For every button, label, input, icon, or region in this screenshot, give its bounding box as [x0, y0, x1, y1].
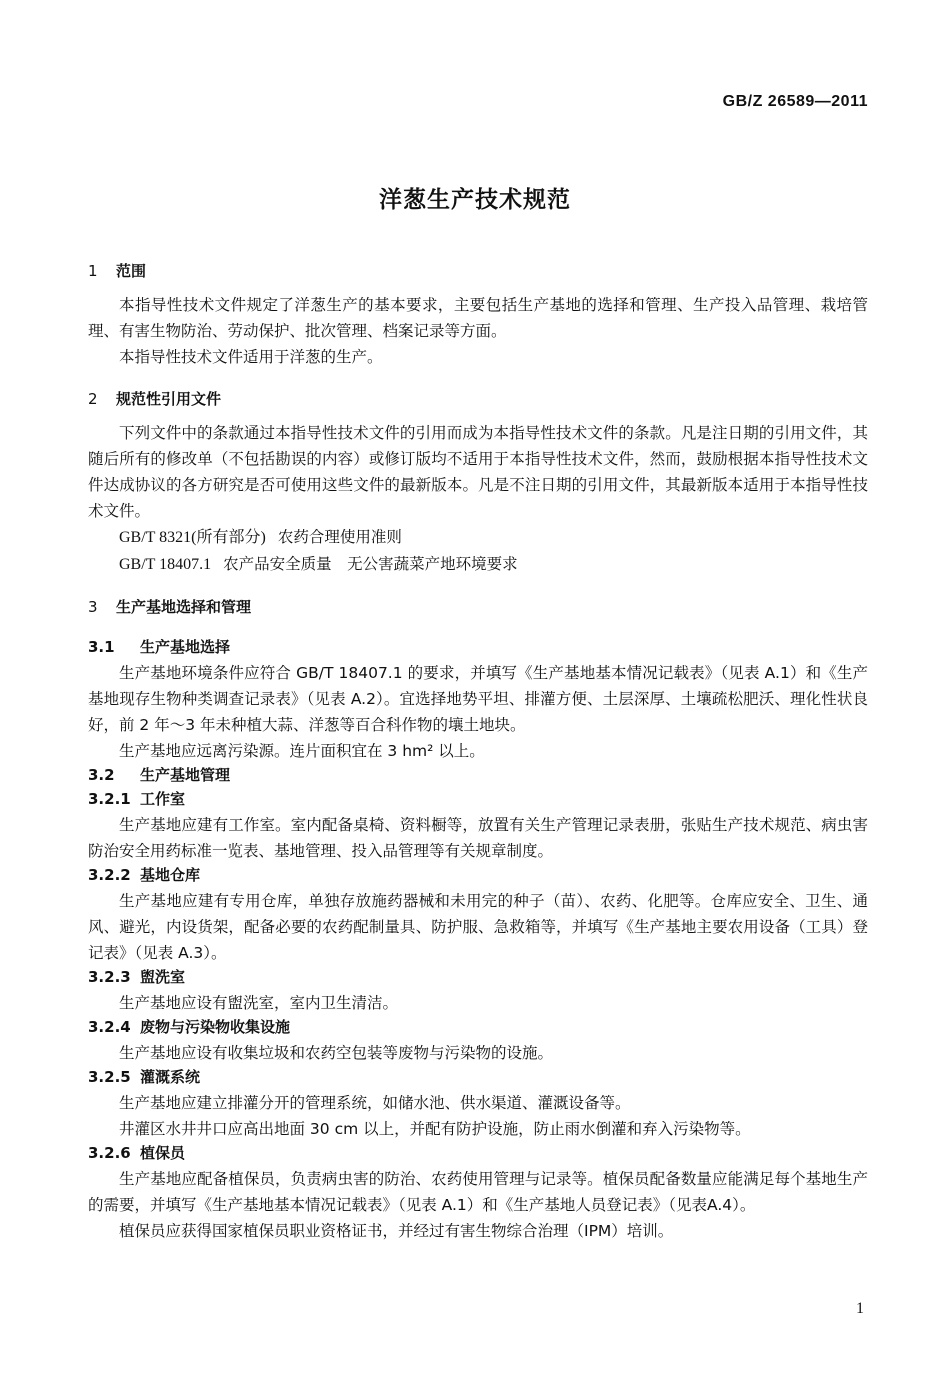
subsection-heading-3-2-2: 3.2.2 基地仓库 [88, 866, 201, 884]
standard-number: GB/Z 26589—2011 [722, 93, 868, 110]
paragraph: 生产基地应建有工作室。室内配备桌椅、资料橱等，放置有关生产管理记录表册，张贴生产技术规范、病虫害防治安全用药标准一览表、基地管理、投入品管理等有关规章制度。 [88, 816, 868, 860]
subsection-heading-3-2-4: 3.2.4 废物与污染物收集设施 [88, 1018, 291, 1036]
page-number: 1 [856, 1300, 864, 1317]
subsection-heading-3-2-6: 3.2.6 植保员 [88, 1144, 186, 1162]
paragraph: 生产基地应设有盥洗室，室内卫生清洁。 [119, 994, 399, 1012]
document-body [88, 260, 868, 1244]
paragraph: 下列文件中的条款通过本指导性技术文件的引用而成为本指导性技术文件的条款。凡是注日期的引用文件，其随后所有的修改单（不包括勘误的内容）或修订版均不适用于本指导性技术文件，然而，鼓励根据本指导性技术文件达成协议的各方研究是否可使用这些文件的最新版本。凡是不注日期的引用文件，其最新版本适用于本指导性技术文件。 [88, 424, 868, 520]
paragraph: 本指导性技术文件规定了洋葱生产的基本要求，主要包括生产基地的选择和管理、生产投入品管理、栽培管理、有害生物防治、劳动保护、批次管理、档案记录等方面。 [88, 296, 868, 340]
paragraph: 生产基地应建立排灌分开的管理系统，如储水池、供水渠道、灌溉设备等。 [119, 1094, 631, 1112]
subsection-heading-3-2: 3.2 生产基地管理 [88, 766, 231, 784]
paragraph: 生产基地应建有专用仓库，单独存放施药器械和未用完的种子（苗）、农药、化肥等。仓库应安全、卫生、通风、避光，内设货架，配备必要的农药配制量具、防护服、急救箱等，并填写《生产基地主要农用设备（工具）登记表》（见表 A.3）。 [88, 892, 868, 962]
paragraph: 本指导性技术文件适用于洋葱的生产。 [119, 348, 383, 366]
subsection-heading-3-2-5: 3.2.5 灌溉系统 [88, 1068, 201, 1086]
section-heading-2: 2 规范性引用文件 [88, 390, 222, 408]
paragraph: 生产基地环境条件应符合 GB/T 18407.1 的要求，并填写《生产基地基本情况记载表》（见表 A.1）和《生产基地现存生物种类调查记录表》（见表 A.2）。宜选择地势平坦、排灌方便、土层深厚、土壤疏松肥沃、理化性状良好，前 2 年～3 年未种植大蒜、洋葱等百合科作物的壤土地块。 [88, 664, 868, 734]
subsection-heading-3-2-3: 3.2.3 盥洗室 [88, 968, 186, 986]
paragraph: 植保员应获得国家植保员职业资格证书，并经过有害生物综合治理（IPM）培训。 [119, 1222, 674, 1240]
reference-item: GB/T 8321(所有部分) 农药合理使用准则 [119, 528, 402, 546]
subsection-heading-3-1: 3.1 生产基地选择 [88, 638, 231, 656]
section-heading-1: 1 范围 [88, 262, 147, 280]
paragraph: 生产基地应设有收集垃圾和农药空包装等废物与污染物的设施。 [119, 1044, 554, 1062]
subsection-heading-3-2-1: 3.2.1 工作室 [88, 790, 186, 808]
reference-item: GB/T 18407.1 农产品安全质量 无公害蔬菜产地环境要求 [119, 555, 518, 573]
paragraph: 生产基地应配备植保员，负责病虫害的防治、农药使用管理与记录等。植保员配备数量应能满足每个基地生产的需要，并填写《生产基地基本情况记载表》（见表 A.1）和《生产基地人员登记表》（见表A.4）。 [88, 1170, 868, 1214]
paragraph: 生产基地应远离污染源。连片面积宜在 3 hm² 以上。 [119, 742, 485, 760]
paragraph: 井灌区水井井口应高出地面 30 cm 以上，并配有防护设施，防止雨水倒灌和弃入污染物等。 [119, 1120, 751, 1138]
section-heading-3: 3 生产基地选择和管理 [88, 598, 252, 616]
document-title: 洋葱生产技术规范 [379, 187, 571, 213]
